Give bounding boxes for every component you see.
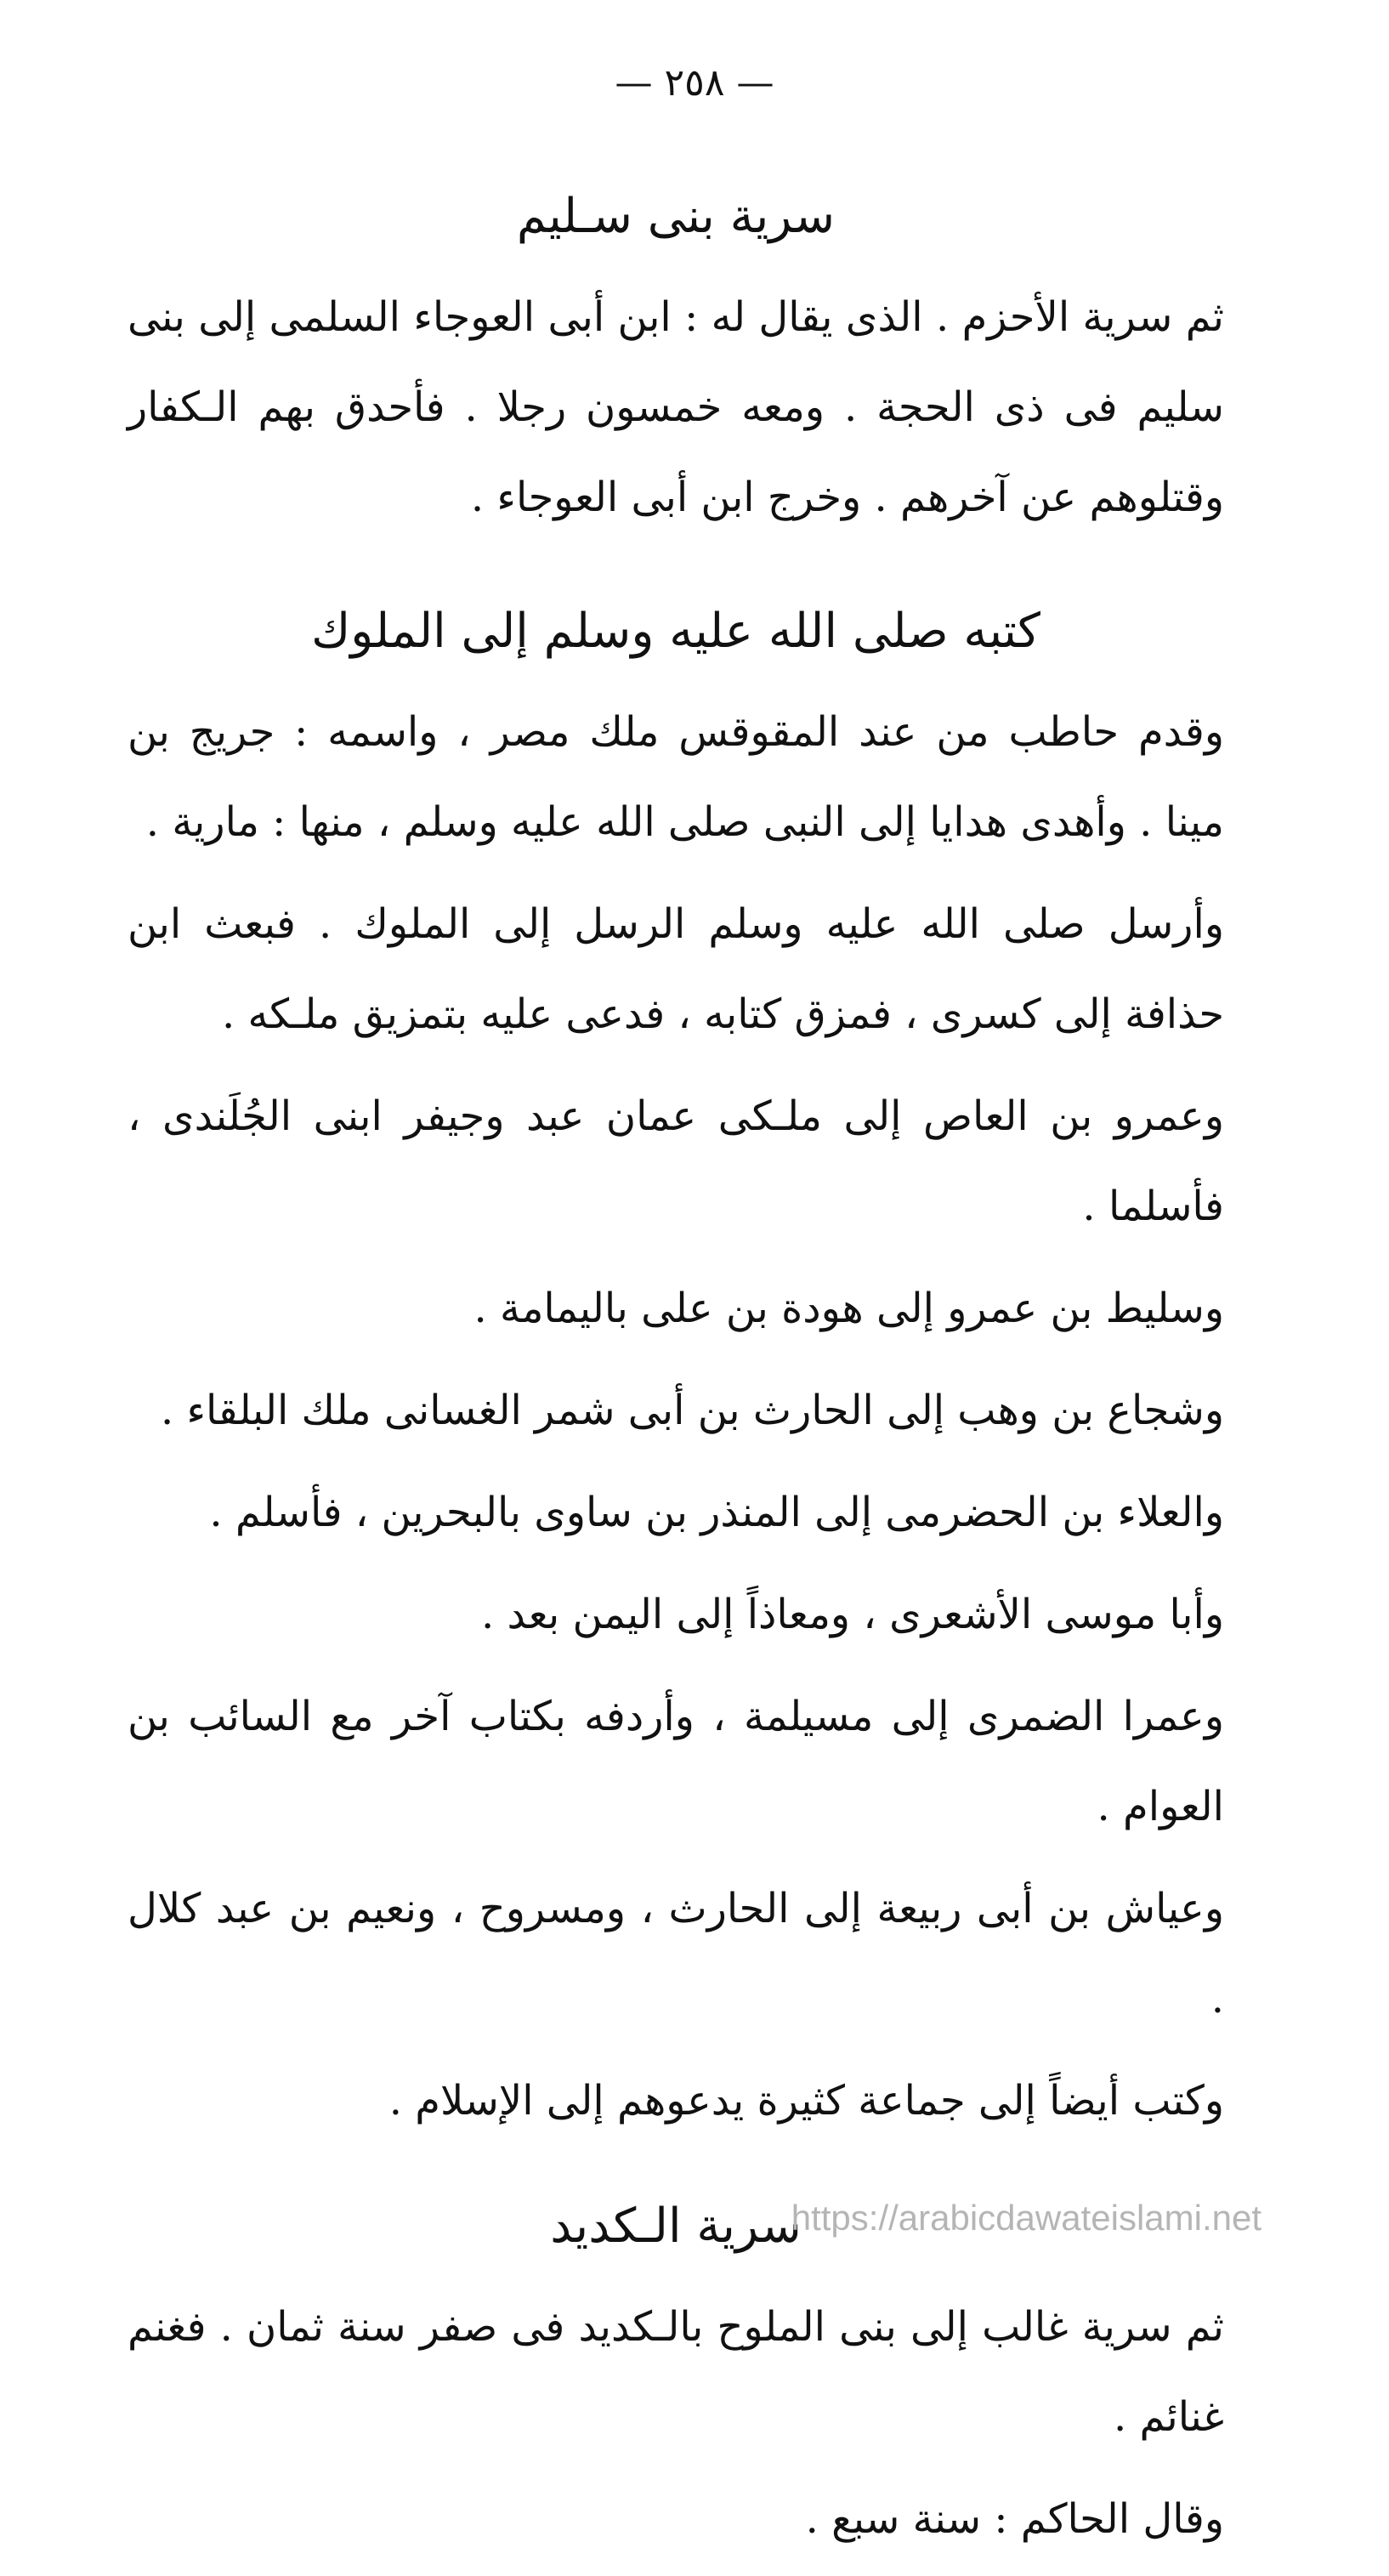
paragraph: وسليط بن عمرو إلى هودة بن على باليمامة . [473,1285,1224,1332]
paragraph: ثم سرية غالب إلى بنى الملوح بالـكديد فى صفر سنة ثمان . فغنم غنائم . [128,2303,1224,2441]
section-title-letters-to-kings: كتبه صلى الله عليه وسلم إلى الملوك [311,604,1040,659]
paragraph: وكتب أيضاً إلى جماعة كثيرة يدعوهم إلى الإسلام . [388,2077,1224,2125]
watermark-url: https://arabicdawateislami.net [791,2198,1261,2238]
paragraph: وعياش بن أبى ربيعة إلى الحارث ، ومسروح ، ونعيم بن عبد كلال . [128,1885,1224,2023]
section-title-al-kadid: سرية الـكديد [550,2199,802,2254]
paragraph: وأرسل صلى الله عليه وسلم الرسل إلى الملوك . فبعث ابن حذافة إلى كسرى ، فمزق كتابه ، فدعى عليه بتمزيق ملـكه . [128,900,1224,1038]
paragraph: وعمرا الضمرى إلى مسيلمة ، وأردفه بكتاب آخر مع السائب بن العوام . [128,1693,1225,1830]
section-title-bani-sulaym: سرية بنى سـليم [516,189,836,244]
paragraph: ثم سرية الأحزم . الذى يقال له : ابن أبى العوجاء السلمى إلى بنى سليم فى ذى الحجة . ومعه خمسون رجلا . فأحدق بهم الـكفار وقتلوهم عن آخرهم . وخرج ابن أبى العوجاء . [128,293,1224,521]
paragraph: وعمرو بن العاص إلى ملـكى عمان عبد وجيفر ابنى الجُلَندى ، فأسلما . [128,1092,1224,1230]
paragraph: وقال الحاكم : سنة سبع . [805,2495,1224,2543]
paragraph: وشجاع بن وهب إلى الحارث بن أبى شمر الغسانى ملك البلقاء . [160,1387,1224,1434]
page-number: — ٢٥٨ — [615,61,774,105]
paragraph: وقدم حاطب من عند المقوقس ملك مصر ، واسمه : جريج بن مينا . وأهدى هدايا إلى النبى صلى الله عليه وسلم ، منها : مارية . [128,708,1224,846]
paragraph: والعلاء بن الحضرمى إلى المنذر بن ساوى بالبحرين ، فأسلم . [209,1489,1224,1536]
paragraph: وأبا موسى الأشعرى ، ومعاذاً إلى اليمن بعد . [481,1591,1224,1638]
